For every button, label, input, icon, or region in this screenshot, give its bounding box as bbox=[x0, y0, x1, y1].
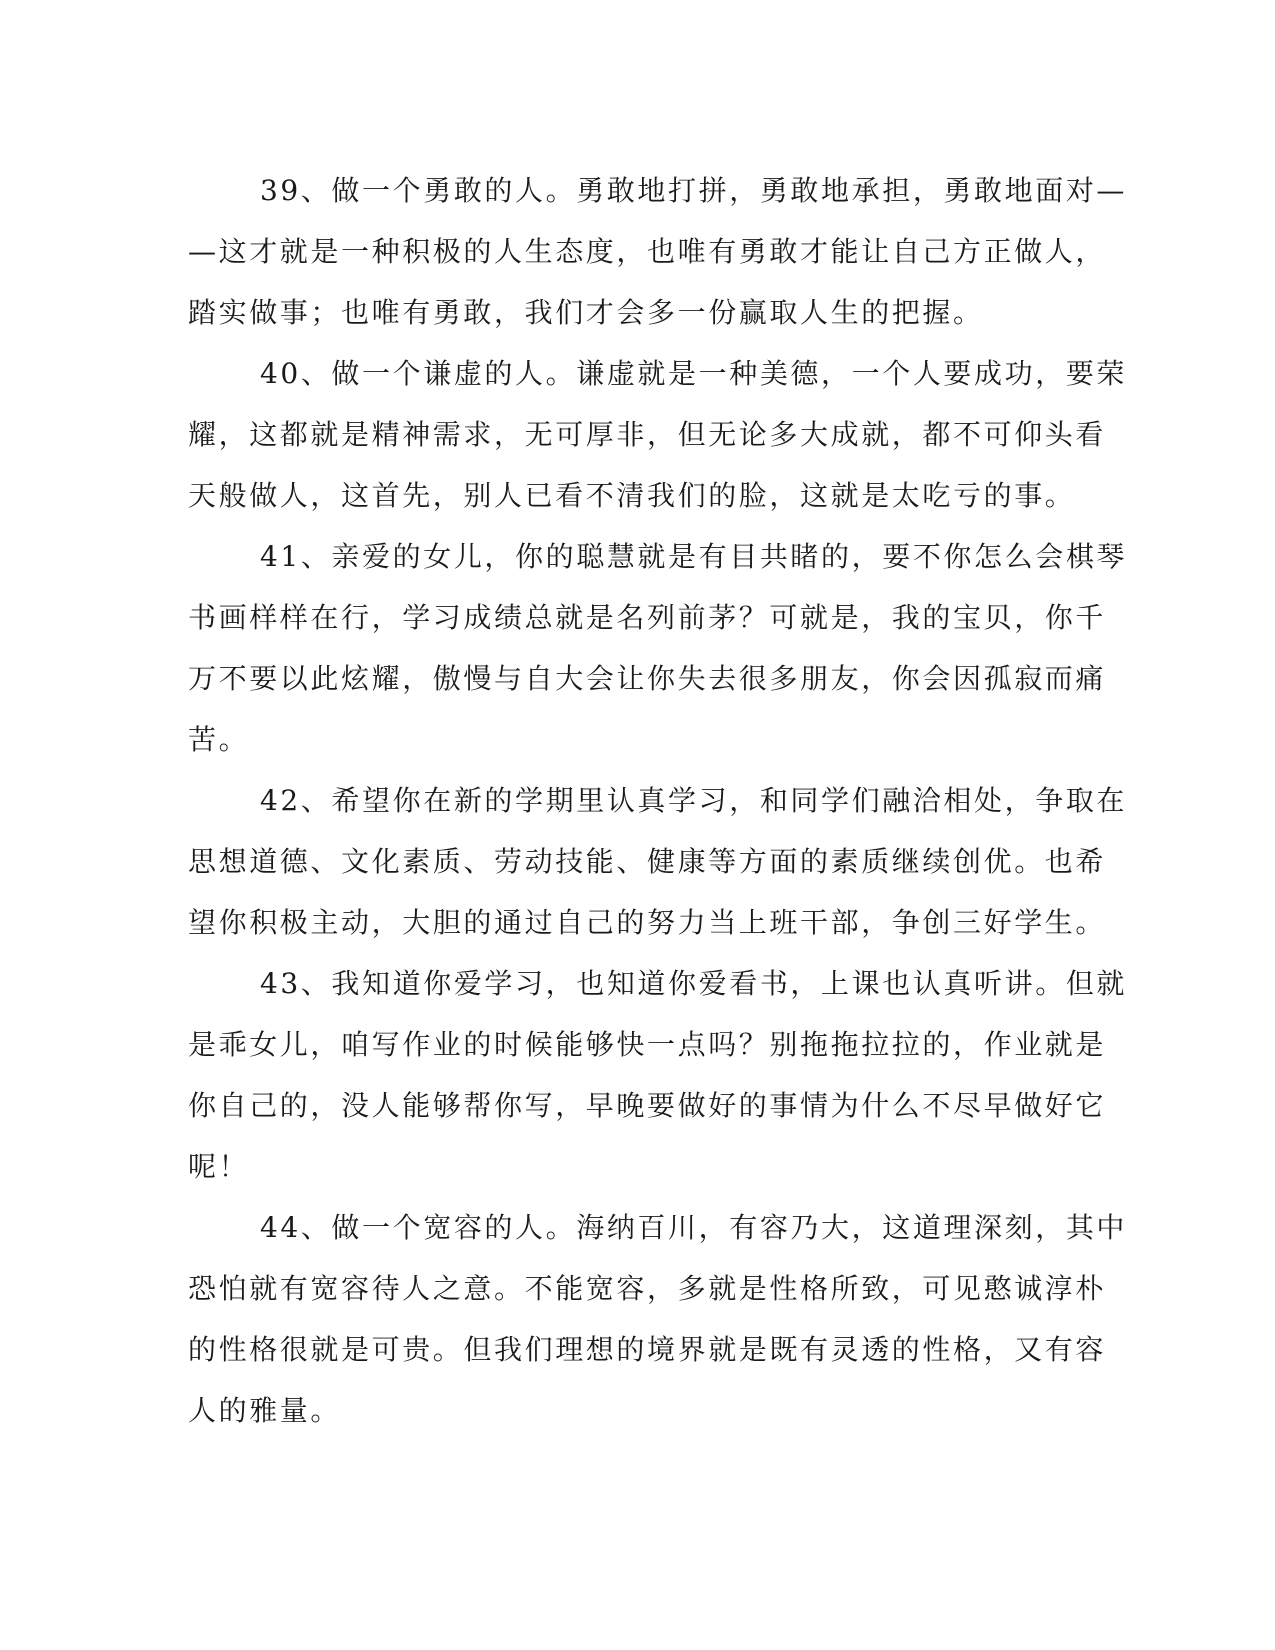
text-line: 万不要以此炫耀，傲慢与自大会让你失去很多朋友，你会因孤寂而痛 bbox=[188, 662, 1107, 695]
document-body bbox=[188, 160, 1128, 1441]
text-line: 耀，这都就是精神需求，无可厚非，但无论多大成就，都不可仰头看 bbox=[188, 418, 1107, 451]
text-line: 42、希望你在新的学期里认真学习，和同学们融洽相处，争取在 bbox=[260, 784, 1128, 817]
text-line: 你自己的，没人能够帮你写，早晚要做好的事情为什么不尽早做好它 bbox=[188, 1089, 1107, 1122]
text-line: 天般做人，这首先，别人已看不清我们的脸，这就是太吃亏的事。 bbox=[188, 479, 1076, 512]
text-line: 43、我知道你爱学习，也知道你爱看书，上课也认真听讲。但就 bbox=[260, 967, 1128, 1000]
text-line: 踏实做事；也唯有勇敢，我们才会多一份赢取人生的把握。 bbox=[188, 296, 984, 329]
paragraph-44 bbox=[188, 1197, 1128, 1441]
text-line: 39、做一个勇敢的人。勇敢地打拼，勇敢地承担，勇敢地面对— bbox=[260, 174, 1128, 207]
text-line: 呢！ bbox=[188, 1150, 250, 1183]
text-line: 44、做一个宽容的人。海纳百川，有容乃大，这道理深刻，其中 bbox=[260, 1211, 1128, 1244]
text-line: 望你积极主动，大胆的通过自己的努力当上班干部，争创三好学生。 bbox=[188, 906, 1107, 939]
paragraph-39 bbox=[188, 160, 1128, 343]
text-line: 是乖女儿，咱写作业的时候能够快一点吗？别拖拖拉拉的，作业就是 bbox=[188, 1028, 1107, 1061]
paragraph-43 bbox=[188, 953, 1128, 1197]
text-line: —这才就是一种积极的人生态度，也唯有勇敢才能让自己方正做人， bbox=[188, 235, 1107, 268]
paragraph-42 bbox=[188, 770, 1128, 953]
paragraph-41 bbox=[188, 526, 1128, 770]
paragraph-40 bbox=[188, 343, 1128, 526]
text-line: 41、亲爱的女儿，你的聪慧就是有目共睹的，要不你怎么会棋琴 bbox=[260, 540, 1128, 573]
text-line: 思想道德、文化素质、劳动技能、健康等方面的素质继续创优。也希 bbox=[188, 845, 1107, 878]
text-line: 恐怕就有宽容待人之意。不能宽容，多就是性格所致，可见憨诚淳朴 bbox=[188, 1272, 1107, 1305]
text-line: 40、做一个谦虚的人。谦虚就是一种美德，一个人要成功，要荣 bbox=[260, 357, 1128, 390]
text-line: 的性格很就是可贵。但我们理想的境界就是既有灵透的性格，又有容 bbox=[188, 1333, 1107, 1366]
text-line: 书画样样在行，学习成绩总就是名列前茅？可就是，我的宝贝，你千 bbox=[188, 601, 1107, 634]
text-line: 苦。 bbox=[188, 723, 250, 756]
text-line: 人的雅量。 bbox=[188, 1394, 342, 1427]
